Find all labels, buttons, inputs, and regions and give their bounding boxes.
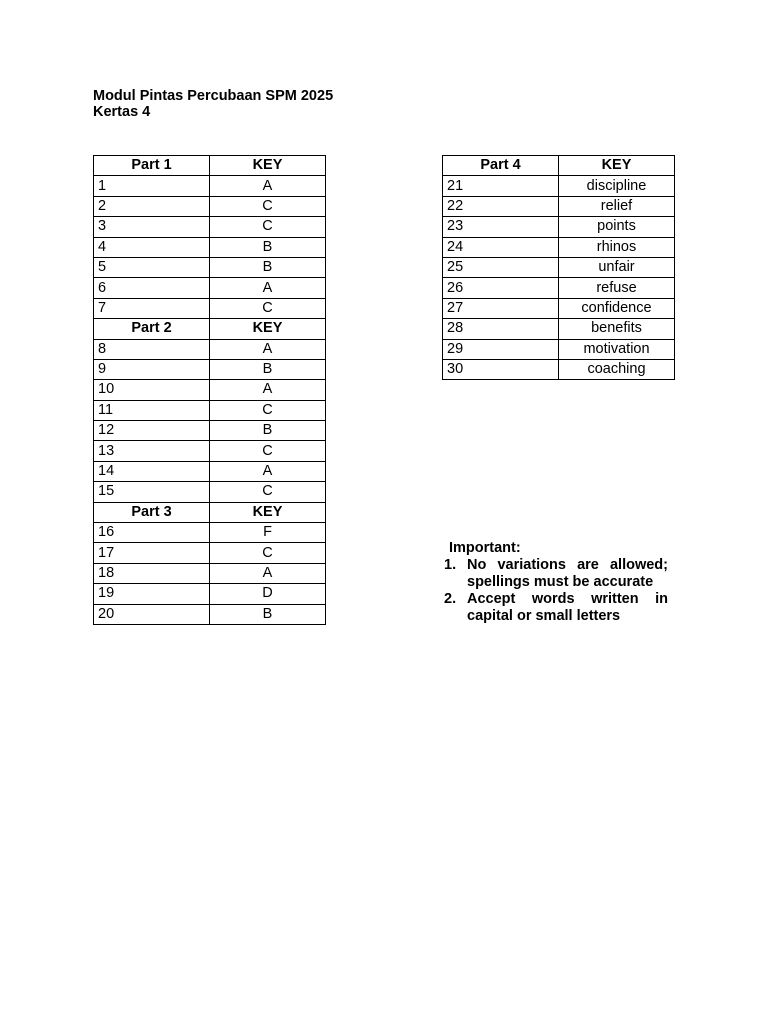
question-number: 15 xyxy=(94,482,210,502)
question-number: 17 xyxy=(94,543,210,563)
answer-key: A xyxy=(210,461,326,481)
answer-key: C xyxy=(210,441,326,461)
table-row xyxy=(443,359,675,379)
table-row xyxy=(94,441,326,461)
document-title: Modul Pintas Percubaan SPM 2025 xyxy=(93,88,334,104)
table-row xyxy=(443,237,675,257)
question-number: 13 xyxy=(94,441,210,461)
question-number: 5 xyxy=(94,257,210,277)
question-number: 27 xyxy=(443,298,559,318)
important-item-text: No variations are allowed; spellings must be accurate xyxy=(467,557,668,590)
document-subtitle: Kertas 4 xyxy=(93,104,151,120)
section-header-row xyxy=(94,156,326,176)
key-header: KEY xyxy=(210,502,326,522)
question-number: 25 xyxy=(443,257,559,277)
question-number: 26 xyxy=(443,278,559,298)
table-row xyxy=(94,584,326,604)
question-number: 8 xyxy=(94,339,210,359)
question-number: 30 xyxy=(443,359,559,379)
question-number: 14 xyxy=(94,461,210,481)
question-number: 3 xyxy=(94,217,210,237)
table-row xyxy=(94,523,326,543)
answer-key: coaching xyxy=(559,359,675,379)
table-row xyxy=(443,278,675,298)
answer-key: C xyxy=(210,196,326,216)
answer-key: motivation xyxy=(559,339,675,359)
question-number: 10 xyxy=(94,380,210,400)
answer-key: A xyxy=(210,278,326,298)
answer-key: A xyxy=(210,563,326,583)
question-number: 24 xyxy=(443,237,559,257)
answer-key-table-right xyxy=(442,155,675,380)
answer-key: B xyxy=(210,237,326,257)
answer-key: A xyxy=(210,339,326,359)
answer-key: D xyxy=(210,584,326,604)
important-item-number: 2. xyxy=(444,591,457,607)
table-row xyxy=(94,217,326,237)
important-list xyxy=(444,557,668,625)
answer-key: confidence xyxy=(559,298,675,318)
part-label: Part 2 xyxy=(94,319,210,339)
important-item-text: Accept words written in capital or small letters xyxy=(467,591,668,624)
important-item-number: 1. xyxy=(444,557,457,573)
table-row xyxy=(94,298,326,318)
table-row xyxy=(443,339,675,359)
question-number: 21 xyxy=(443,176,559,196)
question-number: 23 xyxy=(443,217,559,237)
table-row xyxy=(443,257,675,277)
question-number: 1 xyxy=(94,176,210,196)
answer-key: A xyxy=(210,380,326,400)
table-row xyxy=(94,237,326,257)
answer-key: C xyxy=(210,400,326,420)
table-row xyxy=(94,359,326,379)
table-row xyxy=(94,176,326,196)
important-notes xyxy=(444,540,668,625)
question-number: 12 xyxy=(94,421,210,441)
section-header-row xyxy=(94,502,326,522)
answer-key: points xyxy=(559,217,675,237)
answer-key: B xyxy=(210,421,326,441)
table-row xyxy=(443,196,675,216)
answer-key: rhinos xyxy=(559,237,675,257)
question-number: 20 xyxy=(94,604,210,624)
answer-key: discipline xyxy=(559,176,675,196)
question-number: 19 xyxy=(94,584,210,604)
answer-key: C xyxy=(210,482,326,502)
answer-key: B xyxy=(210,359,326,379)
question-number: 18 xyxy=(94,563,210,583)
table-row xyxy=(94,421,326,441)
section-header-row xyxy=(94,319,326,339)
table-row xyxy=(443,217,675,237)
answer-key-table-left xyxy=(93,155,326,625)
important-title: Important: xyxy=(449,540,521,556)
key-header: KEY xyxy=(210,319,326,339)
table-row xyxy=(94,339,326,359)
answer-key: B xyxy=(210,604,326,624)
question-number: 29 xyxy=(443,339,559,359)
table-row xyxy=(443,176,675,196)
table-row xyxy=(94,196,326,216)
question-number: 11 xyxy=(94,400,210,420)
question-number: 16 xyxy=(94,523,210,543)
question-number: 7 xyxy=(94,298,210,318)
part-label: Part 4 xyxy=(443,156,559,176)
question-number: 4 xyxy=(94,237,210,257)
key-header: KEY xyxy=(559,156,675,176)
question-number: 6 xyxy=(94,278,210,298)
table-row xyxy=(94,604,326,624)
answer-key: refuse xyxy=(559,278,675,298)
key-header: KEY xyxy=(210,156,326,176)
answer-key: B xyxy=(210,257,326,277)
important-item xyxy=(444,591,668,625)
table-row xyxy=(94,461,326,481)
answer-key: F xyxy=(210,523,326,543)
table-row xyxy=(443,298,675,318)
answer-key: C xyxy=(210,543,326,563)
answer-key: relief xyxy=(559,196,675,216)
answer-key: C xyxy=(210,298,326,318)
table-row xyxy=(94,278,326,298)
table-row xyxy=(443,319,675,339)
question-number: 28 xyxy=(443,319,559,339)
part-label: Part 1 xyxy=(94,156,210,176)
table-row xyxy=(94,563,326,583)
part-label: Part 3 xyxy=(94,502,210,522)
answer-key: A xyxy=(210,176,326,196)
question-number: 22 xyxy=(443,196,559,216)
answer-key: C xyxy=(210,217,326,237)
table-row xyxy=(94,257,326,277)
answer-key: benefits xyxy=(559,319,675,339)
question-number: 2 xyxy=(94,196,210,216)
table-row xyxy=(94,543,326,563)
question-number: 9 xyxy=(94,359,210,379)
answer-key: unfair xyxy=(559,257,675,277)
important-item xyxy=(444,557,668,591)
document-header xyxy=(93,88,333,120)
section-header-row xyxy=(443,156,675,176)
table-row xyxy=(94,482,326,502)
table-row xyxy=(94,400,326,420)
table-row xyxy=(94,380,326,400)
